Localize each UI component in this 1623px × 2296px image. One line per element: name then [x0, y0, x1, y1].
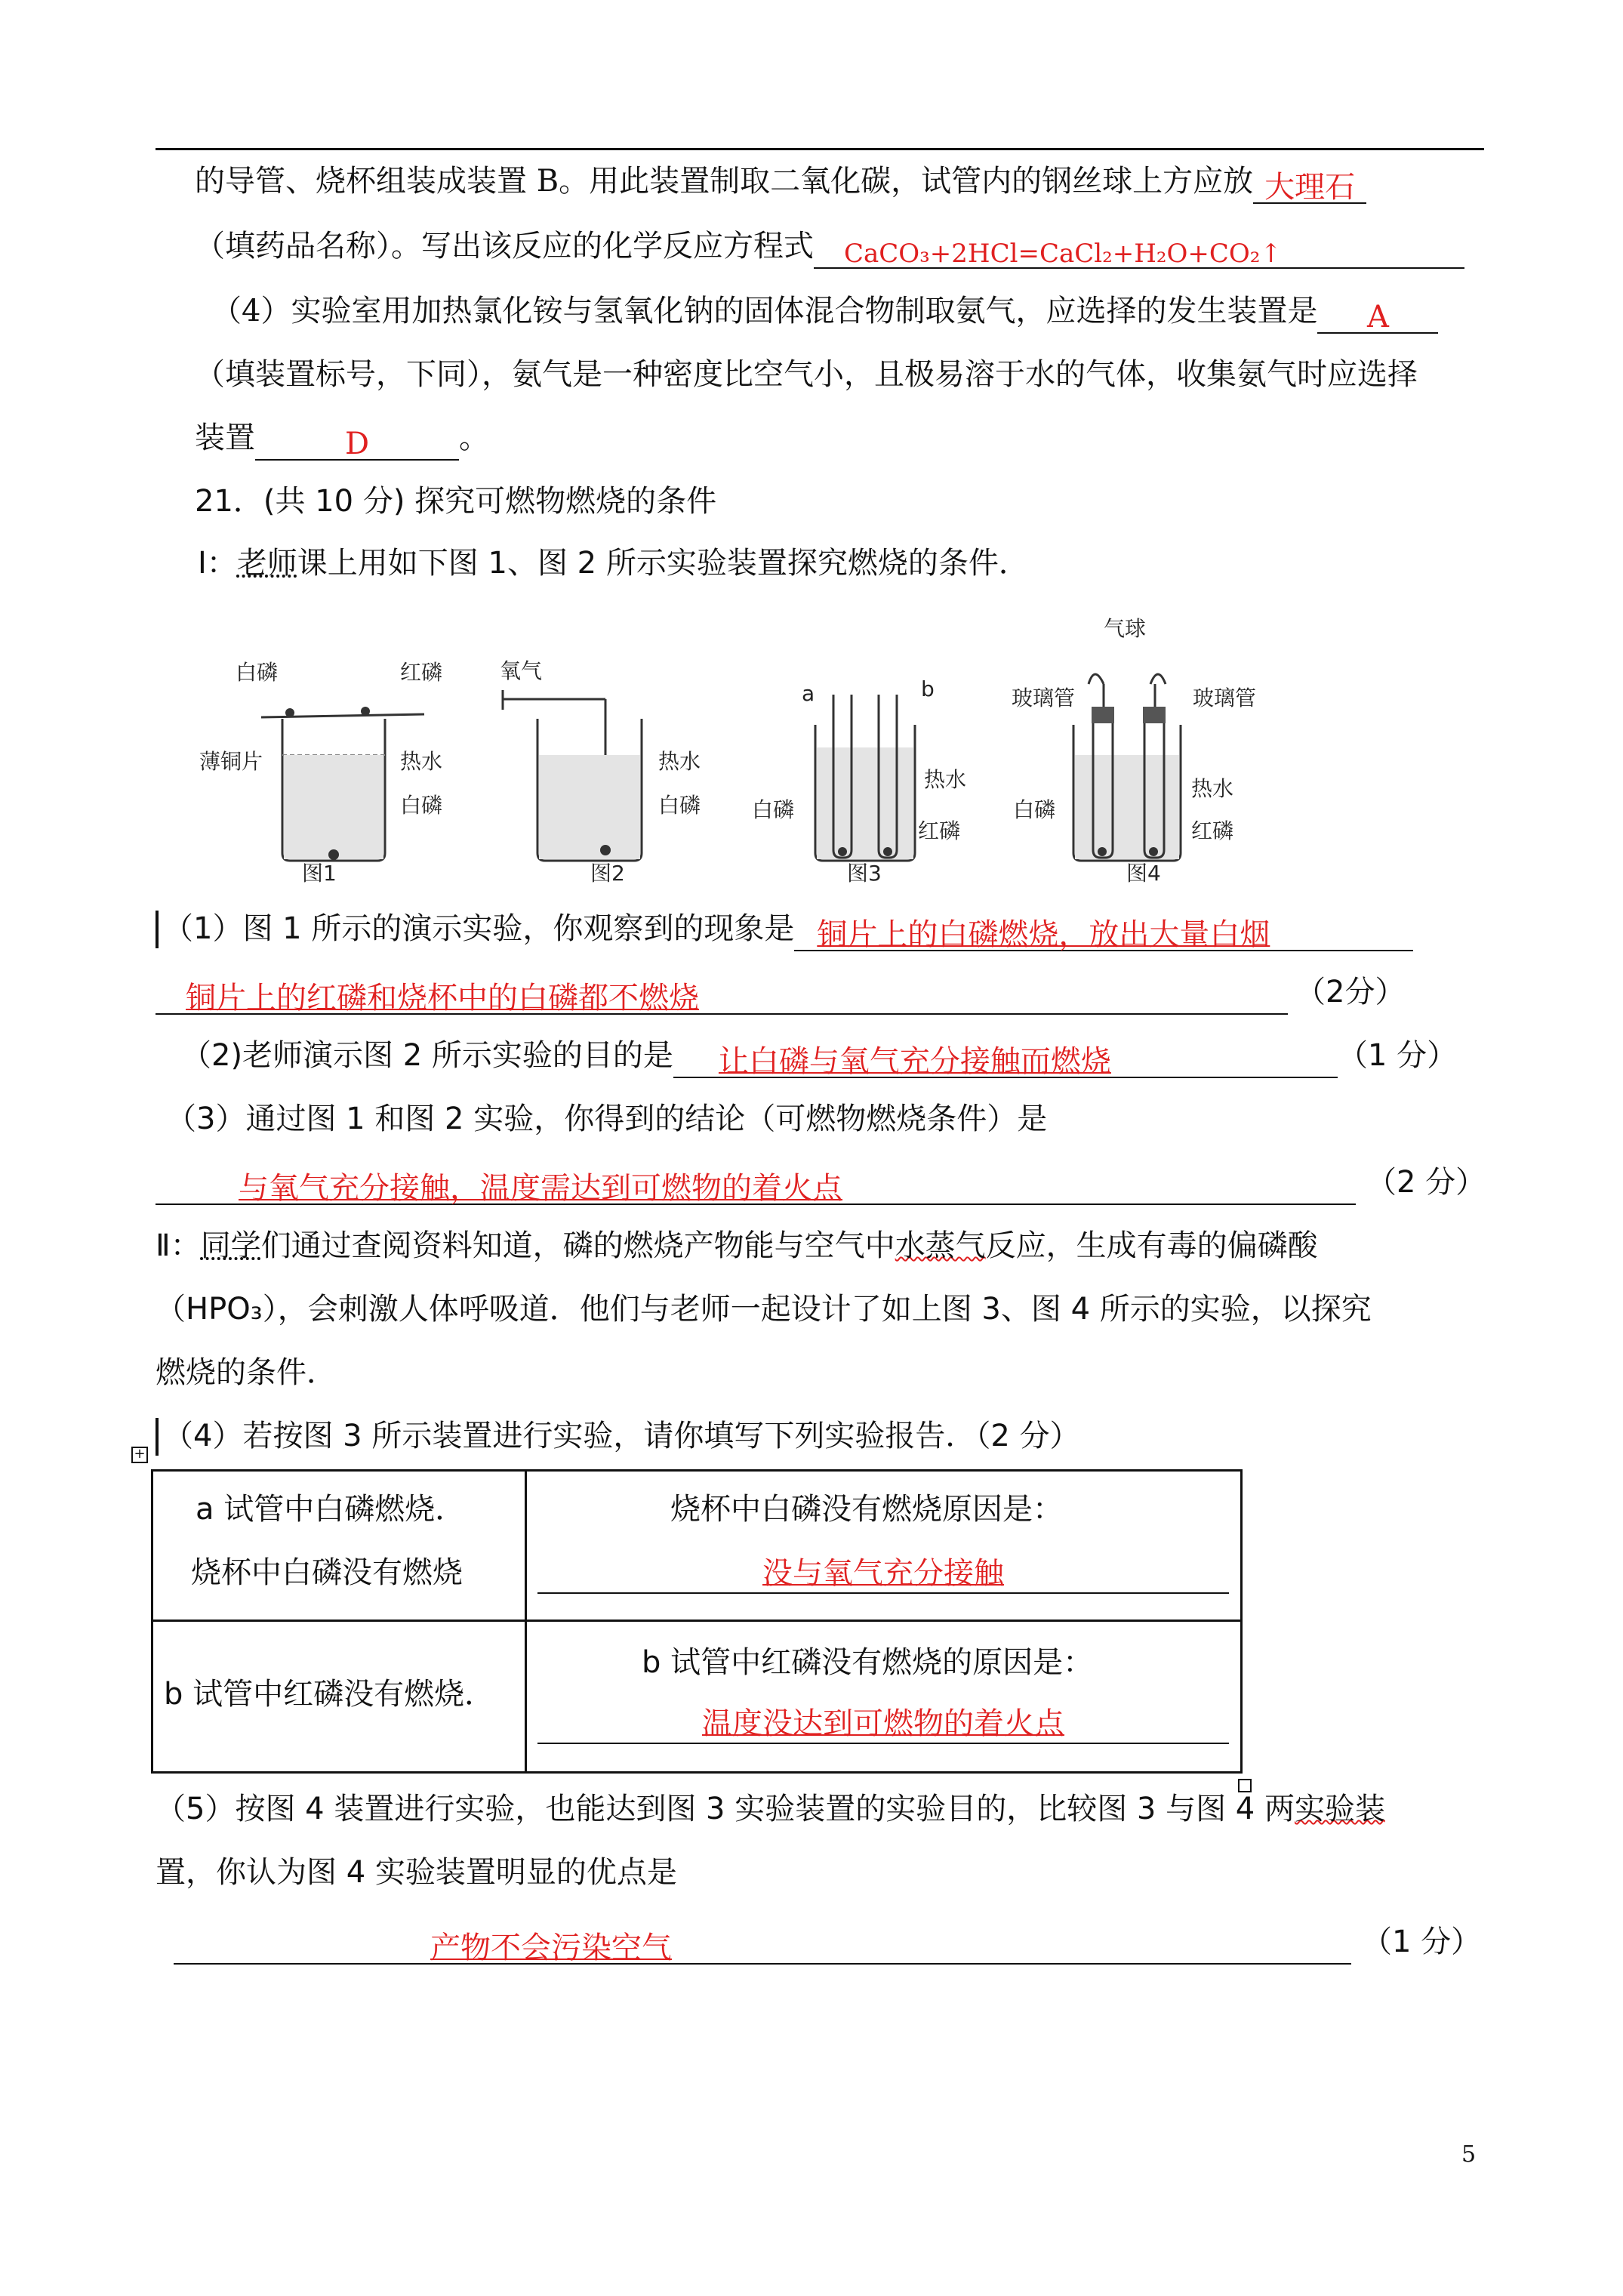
- fig4-label-balloon: 气球: [1104, 616, 1147, 641]
- fig3-label-red-p: 红磷: [918, 818, 961, 843]
- table-cell: a 试管中白磷燃烧． 烧杯中白磷没有燃烧: [152, 1471, 526, 1621]
- fig2-label-white-p: 白磷: [658, 793, 701, 818]
- q21-sub5-blank[interactable]: 产物不会污染空气: [174, 1925, 1351, 1965]
- header-rule: [156, 148, 1484, 150]
- q20-line4: （填装置标号，下同），氨气是一种密度比空气小，且极易溶于水的气体，收集氨气时应选择: [195, 357, 1418, 392]
- table-row: [152, 1471, 1242, 1621]
- figure-3: [752, 676, 966, 883]
- q21-sub3-answer-line: 与氧气充分接触，温度需达到可燃物的着火点 （2 分）: [156, 1160, 1486, 1205]
- q20-line5-text: 装置: [195, 421, 255, 455]
- text-cursor-marker: [156, 911, 159, 948]
- fig4-caption: 图4: [1126, 861, 1161, 883]
- q21-part2-line1: Ⅱ：同学们通过查阅资料知道，磷的燃烧产物能与空气中水蒸气反应，生成有毒的偏磷酸: [156, 1228, 1318, 1263]
- fig3-label-b: b: [921, 676, 935, 701]
- fig2-label-hotwater: 热水: [658, 749, 701, 774]
- q21-sub1-blank-b[interactable]: 铜片上的红磷和烧杯中的白磷都不燃烧: [156, 975, 1288, 1015]
- fig1-label-white-p-bottom: 白磷: [400, 793, 443, 818]
- q20-line1-text: 的导管、烧杯组装成装置 B。用此装置制取二氧化碳，试管内的钢丝球上方应放: [195, 164, 1254, 199]
- experiment-figures: [198, 612, 1285, 883]
- figure-1: [199, 660, 442, 883]
- fig2-label-oxygen: 氧气: [500, 658, 543, 683]
- q20-line3: [211, 288, 1438, 334]
- q20-answer-2: CaCO₃+2HCl=CaCl₂+H₂O+CO₂↑: [844, 239, 1282, 269]
- q21-sub5-answer-line: 产物不会污染空气 （1 分）: [174, 1919, 1481, 1965]
- fig1-label-copper: 薄铜片: [199, 749, 263, 774]
- q21-sub5-line1: （5）按图 4 装置进行实验，也能达到图 3 实验装置的实验目的，比较图 3 与图 4 两实验装: [156, 1792, 1385, 1826]
- fig1-label-hotwater: 热水: [400, 749, 443, 774]
- fig3-label-white-p: 白磷: [752, 797, 795, 822]
- q21-sub1-line2: 铜片上的红磷和烧杯中的白磷都不燃烧 （2分）: [156, 969, 1405, 1015]
- figure-4: [1012, 616, 1256, 883]
- fig4-label-white-p: 白磷: [1013, 797, 1056, 822]
- q21-part1-intro: Ⅰ：老师课上用如下图 1、图 2 所示实验装置探究燃烧的条件．: [198, 546, 1029, 581]
- q20-line1: [195, 159, 1366, 204]
- text-cursor-marker-2: [156, 1418, 159, 1456]
- table-cell: 烧杯中白磷没有燃烧原因是： 没与氧气充分接触: [526, 1471, 1242, 1621]
- q20-answer-5: D: [344, 427, 370, 461]
- fig1-label-red-p: 红磷: [400, 660, 443, 685]
- q20-answer-blank-2[interactable]: [814, 230, 1464, 269]
- page-number: 5: [1461, 2141, 1477, 2168]
- q20-line2: [195, 223, 1464, 269]
- fig3-label-hotwater: 热水: [924, 767, 967, 792]
- fig2-caption: 图2: [590, 861, 625, 883]
- fig4-label-red-p: 红磷: [1191, 818, 1234, 843]
- table-move-handle-icon[interactable]: +: [131, 1447, 148, 1463]
- figure-2: [500, 658, 701, 883]
- q20-answer-1: 大理石: [1264, 170, 1356, 205]
- q20-answer-blank-1[interactable]: [1253, 165, 1366, 204]
- teacher-word: 老师: [236, 546, 297, 581]
- q20-answer-blank-3[interactable]: [1317, 294, 1438, 334]
- fig3-caption: 图3: [847, 861, 882, 883]
- fig3-label-a: a: [802, 681, 815, 706]
- table-row: [152, 1621, 1242, 1773]
- table-cell: b 试管中红磷没有燃烧．: [152, 1621, 526, 1773]
- q21-sub3-text: （3）通过图 1 和图 2 实验，你得到的结论（可燃物燃烧条件）是: [166, 1102, 1048, 1136]
- q21-part2-line2: （HPO₃），会刺激人体呼吸道．他们与老师一起设计了如上图 3、图 4 所示的实验，以探究: [156, 1292, 1372, 1327]
- q20-answer-blank-5[interactable]: [255, 421, 459, 461]
- q21-sub2-blank[interactable]: 让白磷与氧气充分接触而燃烧: [673, 1039, 1338, 1078]
- q20-line3-text: （4）实验室用加热氯化铵与氢氧化钠的固体混合物制取氨气，应选择的发生装置是: [211, 294, 1318, 328]
- q20-answer-3: A: [1367, 300, 1389, 334]
- q21-sub1-line1: （1）图 1 所示的演示实验，你观察到的现象是 铜片上的白磷燃烧，放出大量白烟: [163, 906, 1413, 951]
- table-answer-blank-1[interactable]: 没与氧气充分接触: [537, 1555, 1229, 1594]
- q21-sub5-line2: 置，你认为图 4 实验装置明显的优点是: [156, 1855, 677, 1890]
- q21-heading: 21．(共 10 分) 探究可燃物燃烧的条件: [195, 484, 717, 519]
- experiment-report-table: [151, 1469, 1243, 1774]
- fig4-label-glass-right: 玻璃管: [1193, 686, 1257, 710]
- q21-sub1-blank-a[interactable]: 铜片上的白磷燃烧，放出大量白烟: [794, 912, 1413, 951]
- q20-line2-text: （填药品名称）。写出该反应的化学反应方程式: [195, 229, 814, 264]
- fig1-caption: 图1: [302, 861, 337, 883]
- fig4-label-hotwater: 热水: [1191, 776, 1234, 801]
- q21-sub2: （2)老师演示图 2 所示实验的目的是 让白磷与氧气充分接触而燃烧 （1 分）: [181, 1038, 1458, 1079]
- fig1-label-white-p: 白磷: [236, 660, 279, 685]
- q21-part2-line3: 燃烧的条件．: [156, 1355, 337, 1390]
- q21-sub3-blank[interactable]: 与氧气充分接触，温度需达到可燃物的着火点: [156, 1166, 1356, 1205]
- table-cell: b 试管中红磷没有燃烧的原因是： 温度没达到可燃物的着火点: [526, 1621, 1242, 1773]
- table-answer-blank-2[interactable]: 温度没达到可燃物的着火点: [537, 1705, 1229, 1744]
- fig4-label-glass-left: 玻璃管: [1012, 686, 1076, 710]
- q21-sub4-text: （4）若按图 3 所示装置进行实验，请你填写下列实验报告．（2 分）: [163, 1419, 1080, 1453]
- q20-line5: 装置 D 。: [195, 421, 489, 461]
